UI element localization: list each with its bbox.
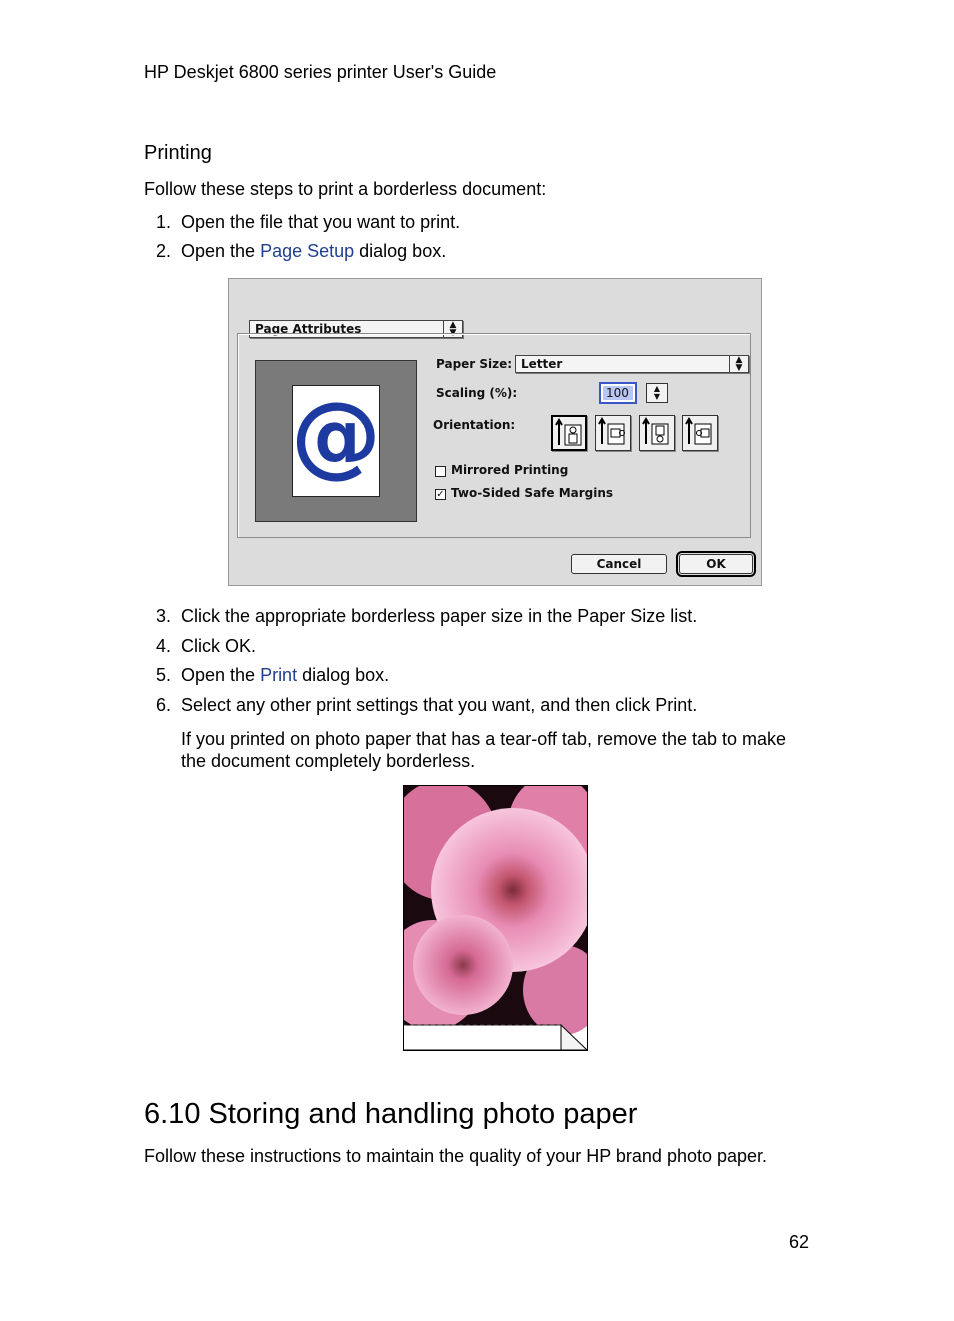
tear-off-note: If you printed on photo paper that has a tear-off tab, remove the tab to make the document completely borderless.	[181, 729, 787, 771]
page-setup-dialog	[228, 278, 762, 586]
orientation-landscape-button[interactable]	[595, 415, 631, 451]
step-1: 1. Open the file that you want to print.	[156, 212, 461, 232]
popup-arrows-icon: ▲ ▼	[729, 356, 748, 372]
section-heading-printing: Printing	[144, 142, 212, 164]
cancel-button[interactable]: Cancel	[571, 554, 667, 574]
orientation-reverse-landscape-button[interactable]	[682, 415, 718, 451]
two-sided-safe-margins-checkbox[interactable]: ✓	[436, 489, 445, 500]
page-preview	[255, 360, 417, 522]
at-symbol-icon	[293, 386, 379, 496]
preview-page	[292, 385, 380, 497]
orientation-portrait-button[interactable]	[551, 415, 587, 451]
running-head: HP Deskjet 6800 series printer User's Guide	[144, 62, 497, 82]
reverse-landscape-person-icon	[683, 416, 715, 448]
step-4: 4. Click OK.	[156, 636, 257, 656]
step-6: 6. Select any other print settings that you want, and then click Print.	[156, 695, 698, 715]
intro-paragraph: Follow these steps to print a borderless document:	[144, 179, 547, 199]
section-heading-6-10: 6.10 Storing and handling photo paper	[144, 1098, 638, 1130]
scaling-label: Scaling (%):	[436, 386, 518, 400]
svg-text:@: @	[293, 386, 379, 488]
portrait-person-icon	[553, 417, 585, 449]
page-number: 62	[789, 1232, 810, 1252]
paper-size-popup[interactable]: Letter ▲ ▼	[515, 355, 749, 373]
reverse-portrait-person-icon	[640, 416, 672, 448]
step-2: 2. Open the Page Setup dialog box.	[156, 241, 447, 261]
borderless-photo-illustration	[403, 785, 588, 1051]
orientation-label: Orientation:	[433, 418, 516, 432]
step-3: 3. Click the appropriate borderless paper size in the Paper Size list.	[156, 606, 698, 626]
two-sided-safe-margins-label: Two-Sided Safe Margins	[451, 486, 614, 500]
page-setup-link[interactable]: Page Setup	[260, 241, 355, 261]
ok-button[interactable]: OK	[679, 554, 753, 574]
landscape-person-icon	[596, 416, 628, 448]
mirrored-printing-checkbox[interactable]	[435, 466, 446, 477]
paper-size-label: Paper Size:	[436, 357, 513, 371]
popup-arrows-icon: ▲ ▼	[443, 321, 462, 337]
orientation-reverse-portrait-button[interactable]	[639, 415, 675, 451]
step-5: 5. Open the Print dialog box.	[156, 665, 390, 685]
scaling-field[interactable]: 100	[599, 382, 637, 404]
closing-paragraph: Follow these instructions to maintain the quality of your HP brand photo paper.	[144, 1146, 768, 1166]
print-link[interactable]: Print	[260, 665, 298, 685]
page-attributes-popup[interactable]: Page Attributes ▲ ▼	[249, 320, 463, 338]
scaling-stepper[interactable]: ▲ ▼	[646, 383, 668, 403]
mirrored-printing-label: Mirrored Printing	[451, 463, 569, 477]
